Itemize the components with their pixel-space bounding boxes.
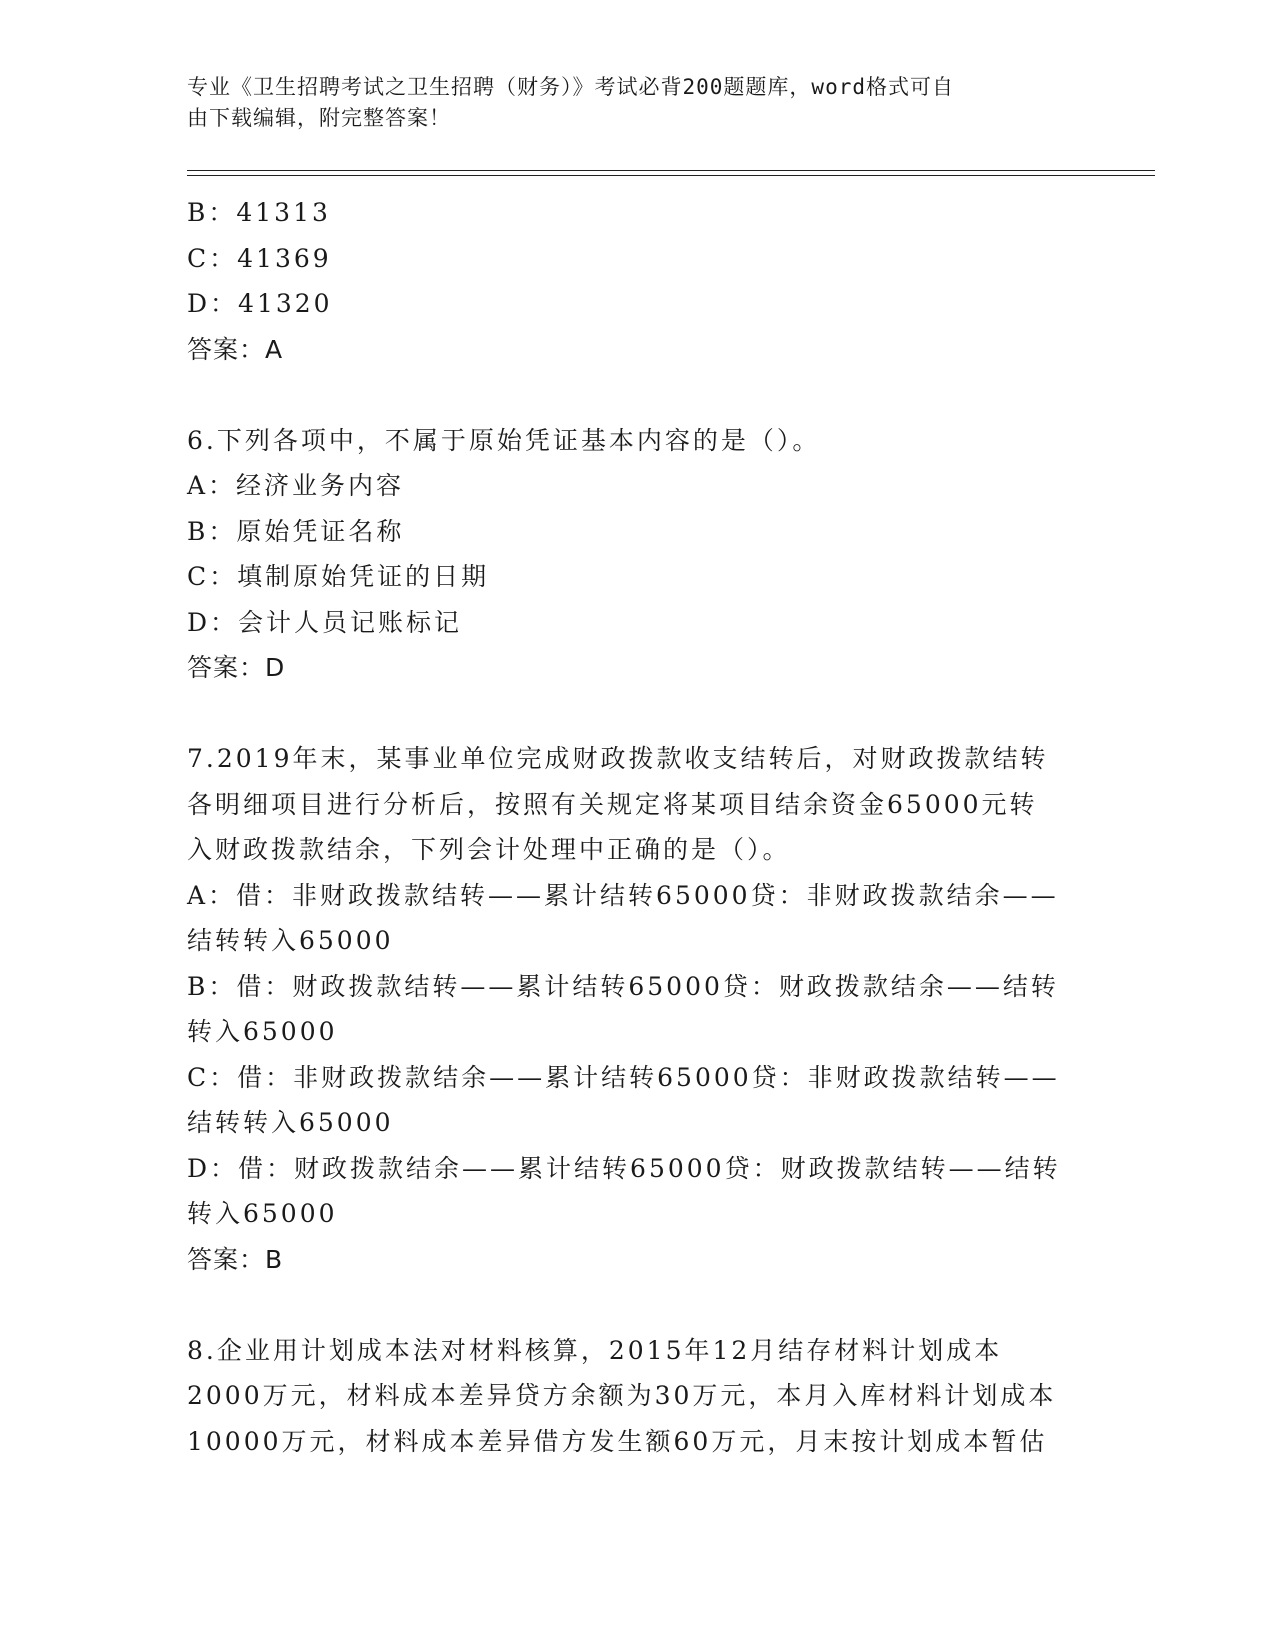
question-5 bbox=[187, 190, 1087, 372]
question-stem-line-1: 7.2019年末，某事业单位完成财政拨款收支结转后，对财政拨款结转 bbox=[187, 744, 1049, 773]
option-b-line-2: 转入65000 bbox=[187, 1017, 338, 1046]
question-stem-line-2: 各明细项目进行分析后，按照有关规定将某项目结余资金65000元转 bbox=[187, 789, 1038, 819]
header-rule-top bbox=[187, 170, 1155, 171]
answer: 答案：B bbox=[187, 1244, 284, 1274]
option-c-line-2: 结转转入65000 bbox=[187, 1108, 394, 1137]
question-stem-line-2: 2000万元，材料成本差异贷方余额为30万元，本月入库材料计划成本 bbox=[187, 1381, 1057, 1410]
spacer bbox=[187, 1282, 1087, 1328]
option-a-line-2: 结转转入65000 bbox=[187, 926, 394, 955]
question-stem-line-3: 入财政拨款结余，下列会计处理中正确的是（）。 bbox=[187, 835, 791, 864]
option-b-line-1: B：借：财政拨款结转——累计结转65000贷：财政拨款结余——结转 bbox=[187, 971, 1059, 1001]
option-d: D：会计人员记账标记 bbox=[187, 607, 463, 637]
option-a-line-1: A：借：非财政拨款结转——累计结转65000贷：非财政拨款结余—— bbox=[187, 880, 1059, 910]
option-d-line-2: 转入65000 bbox=[187, 1199, 338, 1228]
question-stem-line-1: 8.企业用计划成本法对材料核算，2015年12月结存材料计划成本 bbox=[187, 1335, 1003, 1365]
option-d-line-1: D：借：财政拨款结余——累计结转65000贷：财政拨款结转——结转 bbox=[187, 1153, 1061, 1183]
option-d: D：41320 bbox=[187, 289, 333, 318]
option-c: C：41369 bbox=[187, 243, 332, 273]
question-8 bbox=[187, 1328, 1087, 1465]
question-content bbox=[187, 190, 1087, 1464]
answer: 答案：A bbox=[187, 334, 284, 364]
header-title-line-2: 由下载编辑，附完整答案！ bbox=[187, 106, 451, 130]
option-b: B：41313 bbox=[187, 198, 331, 227]
header-title-line-1: 专业《卫生招聘考试之卫生招聘（财务）》考试必背200题题库，word格式可自 bbox=[187, 75, 954, 99]
question-stem: 6.下列各项中，不属于原始凭证基本内容的是（）。 bbox=[187, 425, 821, 455]
question-7 bbox=[187, 736, 1087, 1282]
option-c-line-1: C：借：非财政拨款结余——累计结转65000贷：非财政拨款结转—— bbox=[187, 1062, 1060, 1092]
answer: 答案：D bbox=[187, 653, 286, 682]
document-header bbox=[187, 72, 1077, 134]
question-stem-line-3: 10000万元，材料成本差异借方发生额60万元，月末按计划成本暂估 bbox=[187, 1426, 1048, 1456]
option-b: B：原始凭证名称 bbox=[187, 516, 405, 546]
header-rule-bottom bbox=[187, 175, 1155, 176]
option-a: A：经济业务内容 bbox=[187, 471, 405, 500]
option-c: C：填制原始凭证的日期 bbox=[187, 562, 490, 591]
spacer bbox=[187, 691, 1087, 737]
question-6 bbox=[187, 418, 1087, 691]
spacer bbox=[187, 372, 1087, 418]
